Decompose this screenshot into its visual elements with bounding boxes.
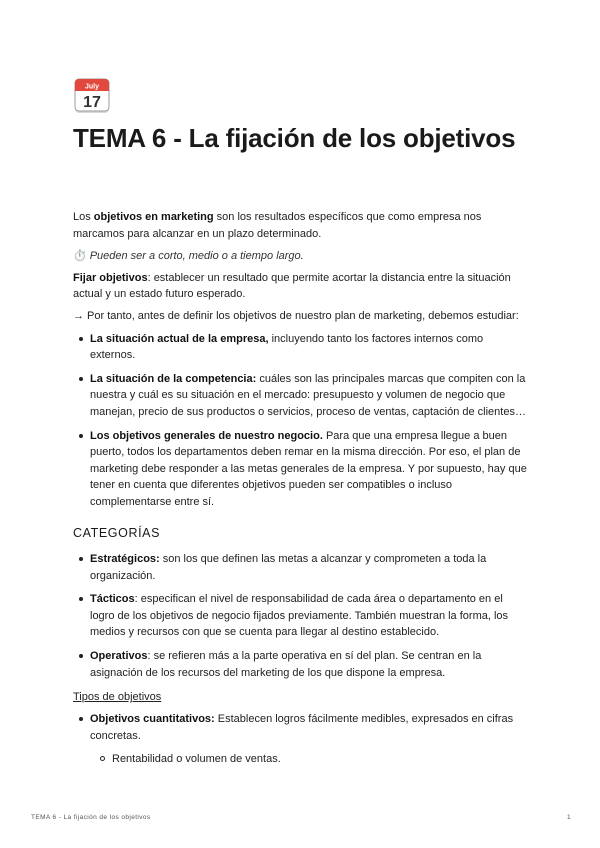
list-item: [90, 428, 528, 511]
intro-paragraph: [73, 209, 528, 242]
list-item: [90, 648, 528, 681]
list-item-term: Objetivos cuantitativos:: [90, 713, 215, 726]
sub-list: [90, 751, 528, 768]
list-item-term: Tácticos: [90, 593, 135, 606]
list-item: [90, 551, 528, 584]
timer-note: [73, 248, 528, 265]
types-heading: Tipos de objetivos: [73, 691, 162, 704]
definition-paragraph: [73, 270, 528, 303]
list-item-term: La situación de la competencia:: [90, 372, 257, 385]
sub-list-item: Rentabilidad o volumen de ventas.: [112, 751, 528, 768]
page-title: TEMA 6 - La fijación de los objetivos: [73, 123, 516, 153]
list-item-term: Los objetivos generales de nuestro negocio.: [90, 429, 323, 442]
footer-title: TEMA 6 - La fijación de los objetivos: [31, 814, 151, 821]
list-item-text: : especifican el nivel de responsabilidad de cada área o departamento en el logro de los objetivos de negocio fijados previamente. También muestran la forma, los medios y recursos con que se cuenta para llegar al destino establecido.: [90, 593, 509, 639]
list-item-text: cuáles son las principales marcas que compiten con la nuestra y cuál es su situación en el mercado: presupuesto y volumen de negocio que manejan, precio de sus productos o servicios, proceso de ventas, captación de clientes…: [90, 372, 526, 418]
list-item-text: son los que definen las metas a alcanzar y comprometen a toda la organización.: [90, 553, 487, 582]
list-item: [90, 711, 528, 767]
calendar-icon: [74, 78, 110, 114]
list-item-text: Para que una empresa llegue a buen puerto, todos los departamentos deben remar en la misma dirección. Por eso, el plan de marketing debe responder a las metas generales de la empresa. Y por supuesto, hay que tener en cuenta que diferentes objetivos pueden ser compatibles o incluso complementarse entre sí.: [90, 429, 527, 508]
list-item-term: La situación actual de la empresa,: [90, 332, 269, 345]
categories-heading: CATEGORÍAS: [73, 525, 161, 540]
calendar-day: 17: [83, 94, 101, 111]
study-list: [73, 331, 528, 511]
document-body: [73, 209, 528, 775]
intro-text: Los: [73, 211, 94, 223]
note-text: Pueden ser a corto, medio o a tiempo largo.: [89, 249, 304, 262]
list-item: [90, 371, 528, 421]
list-item-text: Establecen logros fácilmente medibles, expresados en cifras concretas.: [90, 713, 514, 742]
intro-text-rest: son los resultados específicos que como empresa nos marcamos para alcanzar en un plazo determinado.: [73, 211, 482, 240]
types-list: [73, 711, 528, 767]
definition-text: : establecer un resultado que permite acortar la distancia entre la situación actual y un estado futuro esperado.: [73, 271, 511, 301]
intro-bold: objetivos en marketing: [93, 211, 214, 223]
definition-term: Fijar objetivos: [73, 271, 148, 284]
calendar-month: July: [84, 83, 100, 91]
stopwatch-icon: ⏱️: [73, 249, 87, 262]
list-item: [90, 331, 528, 364]
list-item: [90, 591, 528, 641]
list-item-term: Operativos: [90, 650, 148, 663]
list-item-text: : se refieren más a la parte operativa en sí del plan. Se centran en la asignación de los recursos del marketing de los que dispone la empresa.: [90, 650, 482, 679]
page-number: 1: [567, 814, 571, 821]
list-item-text: incluyendo tanto los factores internos como externos.: [90, 332, 484, 362]
study-lead: → Por tanto, antes de definir los objetivos de nuestro plan de marketing, debemos estudiar:: [73, 310, 519, 323]
categories-list: [73, 551, 528, 681]
list-item-term: Estratégicos:: [90, 553, 160, 566]
